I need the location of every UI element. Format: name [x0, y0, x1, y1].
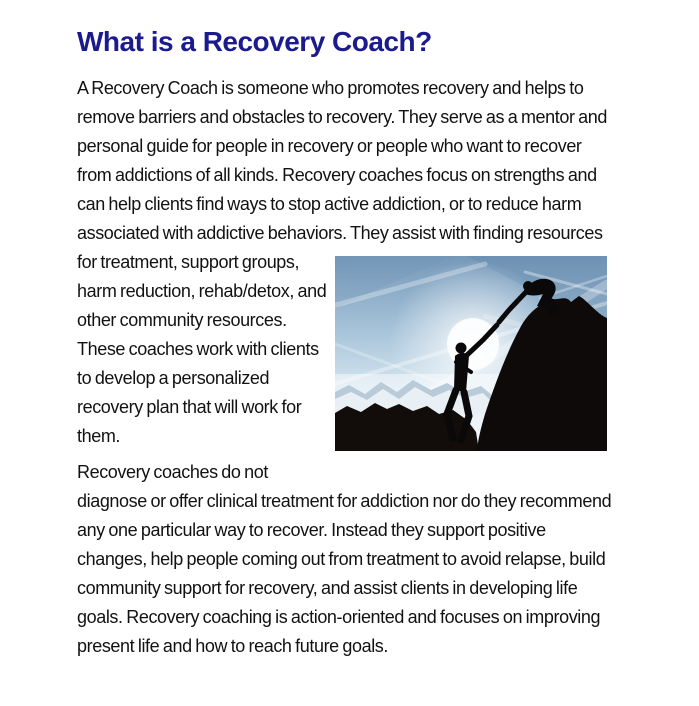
helping-hand-photo [335, 256, 607, 451]
intro-paragraph [77, 74, 613, 451]
intro-paragraph-text-before-image: A Recovery Coach is someone who promotes recovery and helps to remove barriers and obstacles to recovery. They serve as a mentor and personal guide for people in recovery or people who want to recover from addictions of all kinds. Recovery coaches focus on strengths and can help clients find ways to stop active addiction, or to reduce harm associated with addictive behaviors. They assist with finding resources [77, 78, 607, 244]
second-paragraph: Recovery coaches do not diagnose or offer clinical treatment for addiction nor do they recommend any one particular way to recover. Instead they support positive changes, help people coming out from treatment to avoid relapse, build community support for recovery, and assist clients in developing life goals. Recovery coaching is action-oriented and focuses on improving present life and how to reach future goals. [77, 462, 612, 657]
intro-paragraph-text-beside-image: for treatment, support groups, harm reduction, rehab/detox, and other community resources. These coaches work with clients to develop a personalized recovery plan that will work for them. [77, 252, 327, 447]
page-title: What is a Recovery Coach? [77, 26, 432, 57]
helping-hand-photo-illustration [335, 256, 607, 451]
